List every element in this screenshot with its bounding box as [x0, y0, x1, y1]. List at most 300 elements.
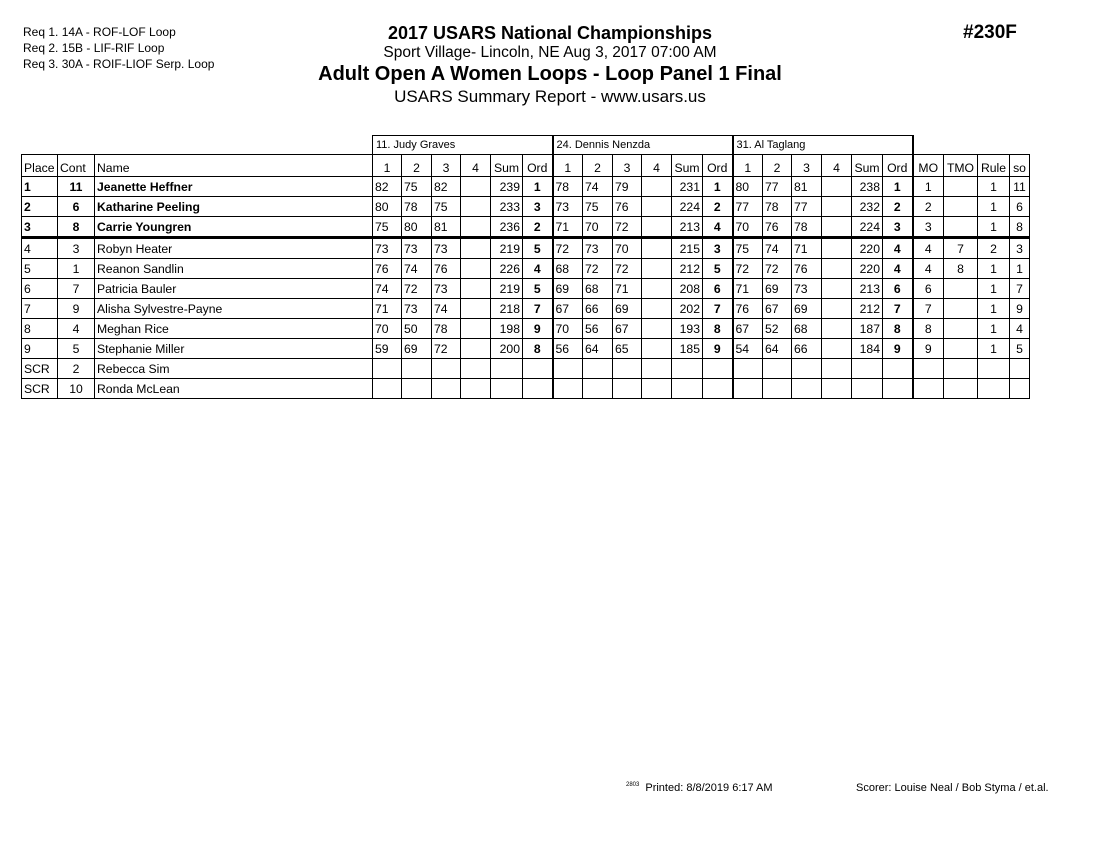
championship-title: 2017 USARS National Championships: [387, 23, 713, 43]
judge-2-score-2-cell: 70: [583, 217, 613, 238]
skating-order-cell: [1010, 359, 1030, 379]
skating-order-cell: 1: [1010, 259, 1030, 279]
judge-1-sum-cell: 219: [491, 238, 523, 259]
judge-1-score-1-cell: 82: [373, 177, 402, 197]
judge-2-score-2-cell: 64: [583, 339, 613, 359]
judge-2-score-3-cell: 72: [613, 217, 642, 238]
col-j2-ord: Ord: [703, 155, 733, 177]
total-majority-ordinal-cell: [944, 359, 978, 379]
event-number: #230F: [963, 22, 1017, 43]
judge-3-score-4-cell: [822, 319, 852, 339]
judge-2-sum-cell: 208: [672, 279, 703, 299]
judge-3-score-3-cell: 68: [792, 319, 822, 339]
rule-cell: 1: [978, 339, 1010, 359]
judge-2-score-3-cell: 71: [613, 279, 642, 299]
col-j2-3: 3: [613, 155, 642, 177]
table-row: [22, 279, 1030, 299]
rule-cell: 1: [978, 259, 1010, 279]
judge-2-ordinal-cell: 9: [703, 339, 733, 359]
results-table: [21, 135, 1030, 399]
place-cell: 6: [22, 279, 58, 299]
judge-2-score-4-cell: [642, 177, 672, 197]
rule-cell: 1: [978, 197, 1010, 217]
judge-1-score-2-cell: [402, 379, 432, 399]
judge-1-score-1-cell: 80: [373, 197, 402, 217]
judge-2-ordinal-cell: [703, 379, 733, 399]
judge-1-score-2-cell: [402, 359, 432, 379]
judge-3-score-2-cell: 69: [763, 279, 792, 299]
requirements-list: [23, 24, 214, 72]
judge-1-sum-cell: 236: [491, 217, 523, 238]
judge-3-score-1-cell: 72: [733, 259, 763, 279]
judge-2-score-4-cell: [642, 259, 672, 279]
judge-3-score-2-cell: [763, 359, 792, 379]
col-j1-sum: Sum: [491, 155, 523, 177]
col-place: Place: [22, 155, 58, 177]
judge-1-sum-cell: 219: [491, 279, 523, 299]
printed-text: Printed: 8/8/2019 6:17 AM: [645, 782, 773, 794]
judge-1-sum-cell: 198: [491, 319, 523, 339]
rule-cell: 1: [978, 299, 1010, 319]
majority-ordinal-cell: 6: [913, 279, 944, 299]
judge-3-score-3-cell: [792, 379, 822, 399]
contestant-number-cell: 8: [58, 217, 95, 238]
judge-2-ordinal-cell: 4: [703, 217, 733, 238]
judge-2-score-4-cell: [642, 238, 672, 259]
col-j2-4: 4: [642, 155, 672, 177]
contestant-number-cell: 10: [58, 379, 95, 399]
judge-1-score-4-cell: [461, 259, 491, 279]
results-body: [22, 136, 1030, 399]
judge-1-score-3-cell: 75: [432, 197, 461, 217]
judge-1-score-3-cell: 73: [432, 279, 461, 299]
judge-1-score-1-cell: [373, 379, 402, 399]
judge-2-sum-cell: 193: [672, 319, 703, 339]
majority-ordinal-cell: 4: [913, 238, 944, 259]
requirement-2: Req 2. 15B - LIF-RIF Loop: [23, 41, 165, 55]
col-j3-1: 1: [733, 155, 763, 177]
judge-3-sum-cell: 220: [852, 259, 883, 279]
judge-2-score-2-cell: 56: [583, 319, 613, 339]
majority-ordinal-cell: [913, 379, 944, 399]
judge-1-score-4-cell: [461, 359, 491, 379]
col-name: Name: [95, 155, 373, 177]
requirement-3: Req 3. 30A - ROIF-LIOF Serp. Loop: [23, 57, 215, 71]
judge-3-score-3-cell: 66: [792, 339, 822, 359]
judge-2-sum-cell: [672, 359, 703, 379]
judge-2-score-2-cell: 73: [583, 238, 613, 259]
judge-2-score-1-cell: 56: [553, 339, 583, 359]
judge-2-score-2-cell: [583, 359, 613, 379]
judge-2-score-1-cell: [553, 359, 583, 379]
judge-3-sum-cell: 224: [852, 217, 883, 238]
majority-ordinal-cell: [913, 359, 944, 379]
judge-3-score-1-cell: 71: [733, 279, 763, 299]
judge-3-score-1-cell: [733, 379, 763, 399]
place-cell: 2: [22, 197, 58, 217]
judge-2-score-4-cell: [642, 339, 672, 359]
skater-name-cell: Ronda McLean: [95, 379, 373, 399]
col-j3-4: 4: [822, 155, 852, 177]
judge-3-ordinal-cell: 1: [883, 177, 913, 197]
col-cont: Cont: [58, 155, 95, 177]
judge-1-score-2-cell: 78: [402, 197, 432, 217]
judge-1-score-3-cell: 82: [432, 177, 461, 197]
judge-2-score-3-cell: 65: [613, 339, 642, 359]
place-cell: 1: [22, 177, 58, 197]
skater-name-cell: Stephanie Miller: [95, 339, 373, 359]
judge-3-score-4-cell: [822, 359, 852, 379]
judge-2-score-3-cell: 70: [613, 238, 642, 259]
col-j1-ord: Ord: [523, 155, 553, 177]
skater-name-cell: Katharine Peeling: [95, 197, 373, 217]
judge-3-score-4-cell: [822, 299, 852, 319]
contestant-number-cell: 1: [58, 259, 95, 279]
judge-1-score-2-cell: 74: [402, 259, 432, 279]
judge-1-ordinal-cell: 2: [523, 217, 553, 238]
judge-3-score-1-cell: 67: [733, 319, 763, 339]
skating-order-cell: 7: [1010, 279, 1030, 299]
judge-2-score-3-cell: 72: [613, 259, 642, 279]
rule-cell: [978, 379, 1010, 399]
contestant-number-cell: 9: [58, 299, 95, 319]
judge-3-score-1-cell: [733, 359, 763, 379]
judge-1-score-1-cell: 76: [373, 259, 402, 279]
judge-1-score-2-cell: 73: [402, 238, 432, 259]
judge-1-score-3-cell: 81: [432, 217, 461, 238]
judge-3-sum-cell: 212: [852, 299, 883, 319]
total-majority-ordinal-cell: 7: [944, 238, 978, 259]
judge-2-ordinal-cell: 8: [703, 319, 733, 339]
judge-2-ordinal-cell: 7: [703, 299, 733, 319]
judge-3-sum-cell: [852, 359, 883, 379]
skater-name-cell: Jeanette Heffner: [95, 177, 373, 197]
majority-ordinal-cell: 7: [913, 299, 944, 319]
judge-3-score-2-cell: 67: [763, 299, 792, 319]
table-row: [22, 217, 1030, 238]
judge-3-ordinal-cell: 4: [883, 259, 913, 279]
place-cell: 4: [22, 238, 58, 259]
judge-3-ordinal-cell: 9: [883, 339, 913, 359]
judge-3-score-4-cell: [822, 197, 852, 217]
contestant-number-cell: 4: [58, 319, 95, 339]
rule-cell: 1: [978, 217, 1010, 238]
rule-cell: [978, 359, 1010, 379]
judge-1-score-3-cell: 73: [432, 238, 461, 259]
judge-2-score-2-cell: 74: [583, 177, 613, 197]
judge-3-sum-cell: [852, 379, 883, 399]
scorer-credits: Scorer: Louise Neal / Bob Styma / et.al.: [856, 782, 1049, 794]
judge-2-score-4-cell: [642, 379, 672, 399]
table-row: [22, 197, 1030, 217]
skating-order-cell: 8: [1010, 217, 1030, 238]
skating-order-cell: 3: [1010, 238, 1030, 259]
skater-name-cell: Carrie Youngren: [95, 217, 373, 238]
judge-1-ordinal-cell: 3: [523, 197, 553, 217]
judge-2-score-2-cell: 75: [583, 197, 613, 217]
judge-1-score-3-cell: 74: [432, 299, 461, 319]
judge-1-score-3-cell: 72: [432, 339, 461, 359]
judge-2-sum-cell: [672, 379, 703, 399]
contestant-number-cell: 3: [58, 238, 95, 259]
judge-2-sum-cell: 224: [672, 197, 703, 217]
judge-3-ordinal-cell: 8: [883, 319, 913, 339]
table-row: [22, 339, 1030, 359]
judge-1-score-1-cell: 75: [373, 217, 402, 238]
judge-2-sum-cell: 231: [672, 177, 703, 197]
rule-cell: 2: [978, 238, 1010, 259]
table-row: [22, 359, 1030, 379]
judge-3-score-4-cell: [822, 259, 852, 279]
judge-2-score-2-cell: 66: [583, 299, 613, 319]
requirement-1: Req 1. 14A - ROF-LOF Loop: [23, 25, 176, 39]
judge-3-score-2-cell: 74: [763, 238, 792, 259]
judge-1-score-4-cell: [461, 379, 491, 399]
skater-name-cell: Reanon Sandlin: [95, 259, 373, 279]
total-majority-ordinal-cell: 8: [944, 259, 978, 279]
judge-2-ordinal-cell: 3: [703, 238, 733, 259]
total-majority-ordinal-cell: [944, 197, 978, 217]
judge-1-ordinal-cell: 8: [523, 339, 553, 359]
judge-3-score-4-cell: [822, 238, 852, 259]
judge-3-score-2-cell: 64: [763, 339, 792, 359]
judge-1-sum-cell: 239: [491, 177, 523, 197]
judge-1-sum-cell: 218: [491, 299, 523, 319]
judge-1-ordinal-cell: 9: [523, 319, 553, 339]
judge-3-score-2-cell: [763, 379, 792, 399]
skating-order-cell: 9: [1010, 299, 1030, 319]
judge-3-ordinal-cell: 6: [883, 279, 913, 299]
place-cell: SCR: [22, 379, 58, 399]
skating-order-cell: 4: [1010, 319, 1030, 339]
judge-3-score-4-cell: [822, 217, 852, 238]
majority-ordinal-cell: 9: [913, 339, 944, 359]
judge-2-score-4-cell: [642, 197, 672, 217]
col-rule: Rule: [978, 155, 1010, 177]
judge-1-sum-cell: [491, 359, 523, 379]
skating-order-cell: 6: [1010, 197, 1030, 217]
judge-1-ordinal-cell: 5: [523, 238, 553, 259]
col-j2-sum: Sum: [672, 155, 703, 177]
judge-2-score-1-cell: 67: [553, 299, 583, 319]
judge-1-score-1-cell: 59: [373, 339, 402, 359]
majority-ordinal-cell: 3: [913, 217, 944, 238]
judge-3-score-1-cell: 75: [733, 238, 763, 259]
judge-2-sum-cell: 215: [672, 238, 703, 259]
judge-2-score-1-cell: [553, 379, 583, 399]
judge-1-score-2-cell: 72: [402, 279, 432, 299]
judge-1-sum-cell: 200: [491, 339, 523, 359]
judge-2-sum-cell: 185: [672, 339, 703, 359]
judge-2-score-1-cell: 68: [553, 259, 583, 279]
col-j3-2: 2: [763, 155, 792, 177]
judge-3-score-1-cell: 54: [733, 339, 763, 359]
judge-3-score-3-cell: 77: [792, 197, 822, 217]
judge-2-score-1-cell: 78: [553, 177, 583, 197]
judge-1-sum-cell: [491, 379, 523, 399]
judge-1-score-2-cell: 75: [402, 177, 432, 197]
judge-3-ordinal-cell: 2: [883, 197, 913, 217]
table-row: [22, 177, 1030, 197]
judge-1-score-4-cell: [461, 339, 491, 359]
judges-row: [22, 136, 1030, 155]
judge-3-sum-cell: 213: [852, 279, 883, 299]
total-majority-ordinal-cell: [944, 339, 978, 359]
judge-2-ordinal-cell: 6: [703, 279, 733, 299]
judge-2-score-3-cell: 76: [613, 197, 642, 217]
judge-2-ordinal-cell: 1: [703, 177, 733, 197]
judge-3-score-1-cell: 70: [733, 217, 763, 238]
judge-3-score-2-cell: 76: [763, 217, 792, 238]
judge-1-score-2-cell: 50: [402, 319, 432, 339]
skater-name-cell: Meghan Rice: [95, 319, 373, 339]
col-mo: MO: [913, 155, 944, 177]
judge-3-ordinal-cell: [883, 359, 913, 379]
judge-1-score-4-cell: [461, 299, 491, 319]
judge-1-ordinal-cell: [523, 379, 553, 399]
judge-2-name: 24. Dennis Nenzda: [553, 136, 733, 155]
judge-3-ordinal-cell: 4: [883, 238, 913, 259]
judge-3-score-3-cell: [792, 359, 822, 379]
contestant-number-cell: 11: [58, 177, 95, 197]
rule-cell: 1: [978, 177, 1010, 197]
majority-ordinal-cell: 2: [913, 197, 944, 217]
judge-3-score-2-cell: 52: [763, 319, 792, 339]
col-j3-sum: Sum: [852, 155, 883, 177]
report-code: 2803: [626, 782, 640, 788]
judge-3-ordinal-cell: 7: [883, 299, 913, 319]
judge-1-score-3-cell: [432, 359, 461, 379]
judge-1-name: 11. Judy Graves: [373, 136, 553, 155]
place-cell: 3: [22, 217, 58, 238]
judge-3-sum-cell: 238: [852, 177, 883, 197]
col-j1-3: 3: [432, 155, 461, 177]
judge-1-ordinal-cell: 5: [523, 279, 553, 299]
judge-2-score-3-cell: [613, 379, 642, 399]
judge-2-score-4-cell: [642, 319, 672, 339]
judge-2-score-4-cell: [642, 299, 672, 319]
report-subtitle: USARS Summary Report - www.usars.us: [394, 87, 706, 106]
skating-order-cell: 5: [1010, 339, 1030, 359]
judge-1-score-1-cell: 71: [373, 299, 402, 319]
col-j1-1: 1: [373, 155, 402, 177]
contestant-number-cell: 5: [58, 339, 95, 359]
contestant-number-cell: 7: [58, 279, 95, 299]
judge-1-score-4-cell: [461, 197, 491, 217]
judge-3-score-1-cell: 76: [733, 299, 763, 319]
place-cell: 7: [22, 299, 58, 319]
judge-1-ordinal-cell: 1: [523, 177, 553, 197]
contestant-number-cell: 2: [58, 359, 95, 379]
skater-name-cell: Patricia Bauler: [95, 279, 373, 299]
judge-1-score-1-cell: 70: [373, 319, 402, 339]
judge-1-sum-cell: 233: [491, 197, 523, 217]
col-j1-2: 2: [402, 155, 432, 177]
judge-1-score-2-cell: 80: [402, 217, 432, 238]
table-row: [22, 319, 1030, 339]
column-header-row: [22, 155, 1030, 177]
location-date: Sport Village- Lincoln, NE Aug 3, 2017 07:00 AM: [383, 44, 717, 61]
majority-ordinal-cell: 8: [913, 319, 944, 339]
judge-1-score-3-cell: 76: [432, 259, 461, 279]
judge-3-ordinal-cell: 3: [883, 217, 913, 238]
judge-3-sum-cell: 220: [852, 238, 883, 259]
total-majority-ordinal-cell: [944, 217, 978, 238]
judge-2-score-3-cell: 79: [613, 177, 642, 197]
judge-1-score-4-cell: [461, 319, 491, 339]
judge-2-score-3-cell: 69: [613, 299, 642, 319]
judge-1-score-2-cell: 73: [402, 299, 432, 319]
judge-3-score-3-cell: 69: [792, 299, 822, 319]
contestant-number-cell: 6: [58, 197, 95, 217]
judge-1-score-4-cell: [461, 217, 491, 238]
col-so: so: [1010, 155, 1030, 177]
judge-3-sum-cell: 187: [852, 319, 883, 339]
judge-2-score-1-cell: 72: [553, 238, 583, 259]
judge-3-score-4-cell: [822, 339, 852, 359]
judge-1-score-2-cell: 69: [402, 339, 432, 359]
place-cell: 8: [22, 319, 58, 339]
col-j3-3: 3: [792, 155, 822, 177]
judge-2-score-1-cell: 70: [553, 319, 583, 339]
majority-ordinal-cell: 1: [913, 177, 944, 197]
judge-3-ordinal-cell: [883, 379, 913, 399]
report-header: [250, 22, 850, 108]
col-tmo: TMO: [944, 155, 978, 177]
skater-name-cell: Robyn Heater: [95, 238, 373, 259]
judge-3-score-3-cell: 81: [792, 177, 822, 197]
judge-2-sum-cell: 213: [672, 217, 703, 238]
place-cell: SCR: [22, 359, 58, 379]
judge-2-ordinal-cell: [703, 359, 733, 379]
total-majority-ordinal-cell: [944, 177, 978, 197]
judge-1-score-1-cell: [373, 359, 402, 379]
judge-3-score-1-cell: 80: [733, 177, 763, 197]
col-j1-4: 4: [461, 155, 491, 177]
judge-3-sum-cell: 232: [852, 197, 883, 217]
judge-1-ordinal-cell: 7: [523, 299, 553, 319]
col-j2-2: 2: [583, 155, 613, 177]
total-majority-ordinal-cell: [944, 299, 978, 319]
skating-order-cell: [1010, 379, 1030, 399]
judge-1-score-3-cell: [432, 379, 461, 399]
judge-1-score-1-cell: 73: [373, 238, 402, 259]
judge-1-score-4-cell: [461, 279, 491, 299]
judge-3-score-4-cell: [822, 379, 852, 399]
judge-2-score-3-cell: 67: [613, 319, 642, 339]
judge-2-score-3-cell: [613, 359, 642, 379]
judge-2-ordinal-cell: 5: [703, 259, 733, 279]
rule-cell: 1: [978, 319, 1010, 339]
judge-2-score-4-cell: [642, 217, 672, 238]
col-j2-1: 1: [553, 155, 583, 177]
judge-1-score-3-cell: 78: [432, 319, 461, 339]
printed-timestamp: [626, 782, 773, 794]
total-majority-ordinal-cell: [944, 379, 978, 399]
table-row: [22, 238, 1030, 259]
col-j3-ord: Ord: [883, 155, 913, 177]
judge-2-score-2-cell: 72: [583, 259, 613, 279]
judge-1-ordinal-cell: 4: [523, 259, 553, 279]
judge-2-score-1-cell: 69: [553, 279, 583, 299]
judge-1-ordinal-cell: [523, 359, 553, 379]
event-title: Adult Open A Women Loops - Loop Panel 1 Final: [318, 63, 782, 85]
judge-2-sum-cell: 212: [672, 259, 703, 279]
judge-2-score-2-cell: [583, 379, 613, 399]
majority-ordinal-cell: 4: [913, 259, 944, 279]
judge-1-score-4-cell: [461, 177, 491, 197]
judge-2-score-1-cell: 71: [553, 217, 583, 238]
